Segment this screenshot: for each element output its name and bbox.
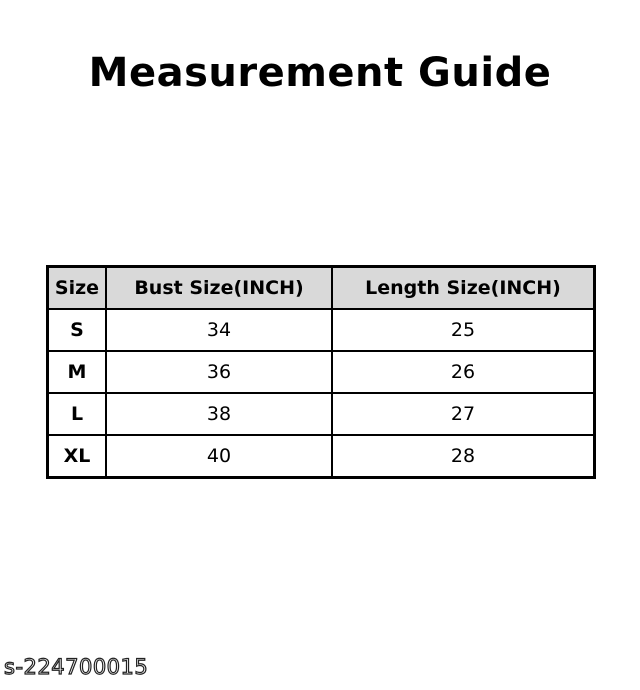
length-cell: 25 [332, 309, 595, 351]
table-row [48, 309, 595, 351]
size-cell: XL [48, 435, 107, 478]
size-cell: S [48, 309, 107, 351]
page-title: Measurement Guide [88, 49, 552, 96]
table-row [48, 393, 595, 435]
header-size: Size [48, 267, 107, 310]
bust-cell: 38 [106, 393, 332, 435]
bust-cell: 40 [106, 435, 332, 478]
size-cell: L [48, 393, 107, 435]
table-row [48, 351, 595, 393]
measurement-table [46, 265, 596, 479]
header-length-size: Length Size(INCH) [332, 267, 595, 310]
length-cell: 26 [332, 351, 595, 393]
size-cell: M [48, 351, 107, 393]
bust-cell: 34 [106, 309, 332, 351]
length-cell: 28 [332, 435, 595, 478]
bust-cell: 36 [106, 351, 332, 393]
length-cell: 27 [332, 393, 595, 435]
table-header-row [48, 267, 595, 310]
table-row [48, 435, 595, 478]
header-bust-size: Bust Size(INCH) [106, 267, 332, 310]
product-code-watermark: s-224700015 [4, 655, 149, 679]
